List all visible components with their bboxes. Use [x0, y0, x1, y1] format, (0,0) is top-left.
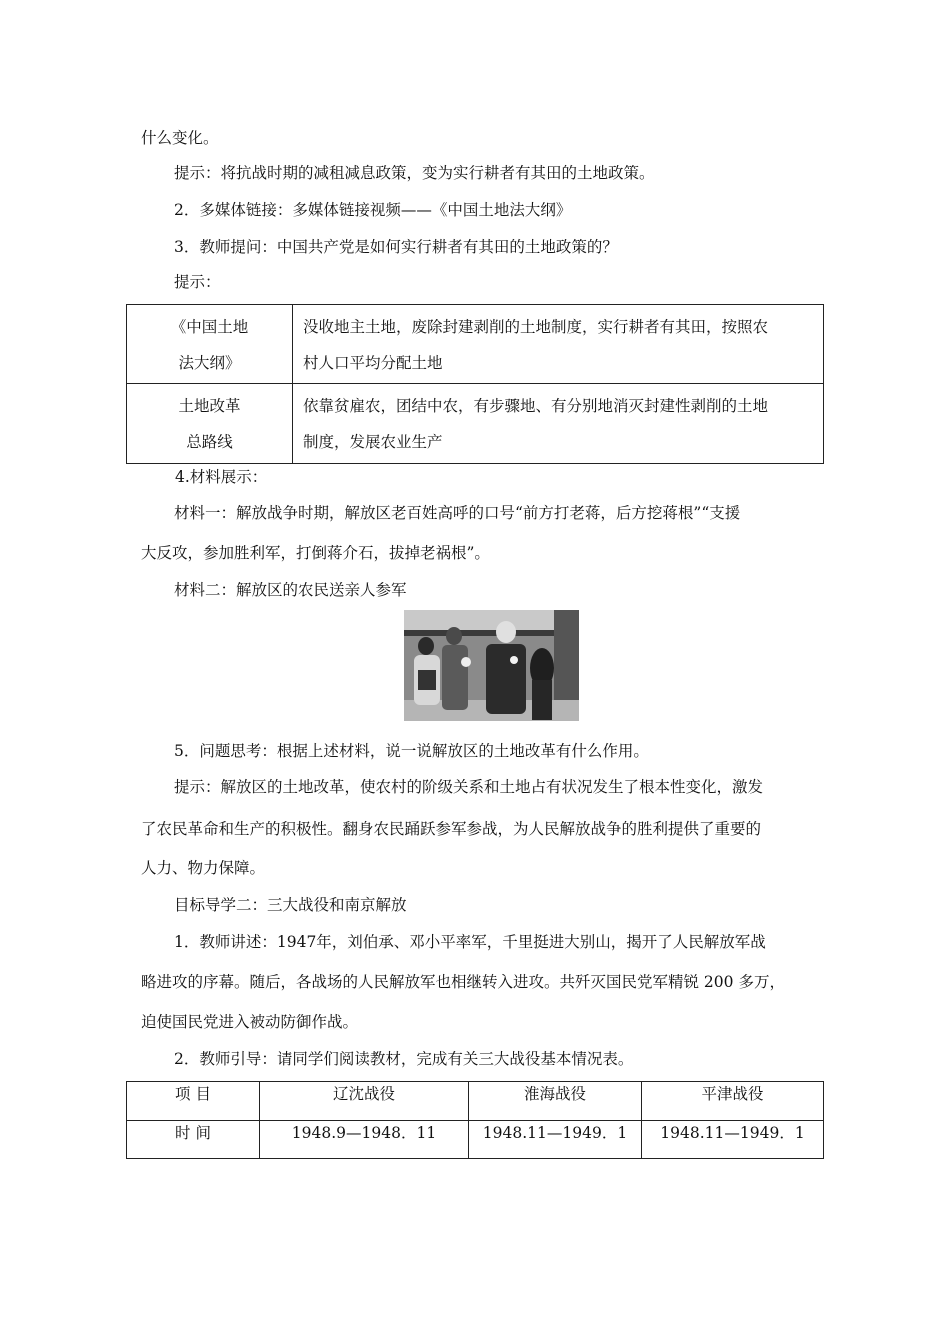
table-header-cell: 项 目: [127, 1082, 260, 1121]
table-cell-label: [127, 384, 293, 464]
table-row: [127, 384, 824, 464]
table-cell: 1948.11—1949．1: [642, 1120, 824, 1159]
paragraph-line: 迫使国民党进入被动防御作战。: [141, 1013, 359, 1031]
table-cell-label: [127, 305, 293, 384]
paragraph-line: 了农民革命和生产的积极性。翻身农民踊跃参军参战，为人民解放战争的胜利提供了重要的: [141, 820, 762, 838]
battles-table: [126, 1081, 824, 1159]
historical-photo: [404, 610, 579, 721]
section-heading: 目标导学二：三大战役和南京解放: [174, 896, 407, 914]
paragraph-line: 2．教师引导：请同学们阅读教材，完成有关三大战役基本情况表。: [174, 1050, 634, 1068]
paragraph-line: 4.材料展示：: [175, 468, 268, 486]
material-line: 大反攻，参加胜利军，打倒蒋介石，拔掉老祸根”。: [141, 544, 490, 562]
table-cell: 1948.9—1948．11: [260, 1120, 469, 1159]
table-header-cell: 淮海战役: [469, 1082, 642, 1121]
hint-line: 提示：将抗战时期的减租减息政策，变为实行耕者有其田的土地政策。: [174, 164, 655, 182]
paragraph-line: 略进攻的序幕。随后，各战场的人民解放军也相继转入进攻。共歼灭国民党军精锐 200 多万，: [141, 973, 785, 991]
cell-text: 依靠贫雇农，团结中农，有步骤地、有分别地消灭封建性剥削的土地: [303, 397, 769, 415]
table-header-row: [127, 1082, 824, 1121]
material-line: 材料一：解放战争时期，解放区老百姓高呼的口号“前方打老蒋，后方挖蒋根”“支援: [174, 504, 741, 522]
cell-text: 制度，发展农业生产: [303, 433, 443, 451]
table-header-cell: 辽沈战役: [260, 1082, 469, 1121]
hint-label: 提示：: [174, 273, 221, 291]
table-cell: 1948.11—1949．1: [469, 1120, 642, 1159]
table-row: [127, 1120, 824, 1159]
paragraph-line: 人力、物力保障。: [141, 859, 266, 877]
cell-text: 总路线: [186, 433, 233, 451]
paragraph-line: 1．教师讲述：1947年，刘伯承、邓小平率军，千里挺进大别山，揭开了人民解放军战: [174, 933, 766, 951]
table-header-cell: 平津战役: [642, 1082, 824, 1121]
hint-line: 提示：解放区的土地改革，使农村的阶级关系和土地占有状况发生了根本性变化，激发: [174, 778, 764, 796]
paragraph-line: 什么变化。: [141, 129, 219, 147]
table-cell-text: [293, 305, 824, 384]
land-policy-table: [126, 304, 824, 464]
question-line: 3．教师提问：中国共产党是如何实行耕者有其田的土地政策的？: [174, 238, 618, 256]
table-cell: 时 间: [127, 1120, 260, 1159]
paragraph-line: 2．多媒体链接：多媒体链接视频——《中国土地法大纲》: [174, 201, 572, 219]
cell-text: 村人口平均分配土地: [303, 354, 443, 372]
question-line: 5．问题思考：根据上述材料，说一说解放区的土地改革有什么作用。: [174, 742, 649, 760]
cell-text: 没收地主土地，废除封建剥削的土地制度，实行耕者有其田，按照农: [303, 318, 769, 336]
cell-text: 法大纲》: [178, 354, 241, 372]
table-row: [127, 305, 824, 384]
material-line: 材料二：解放区的农民送亲人参军: [174, 581, 407, 599]
table-cell-text: [293, 384, 824, 464]
cell-text: 土地改革: [178, 397, 241, 415]
cell-text: 《中国土地: [170, 318, 249, 336]
